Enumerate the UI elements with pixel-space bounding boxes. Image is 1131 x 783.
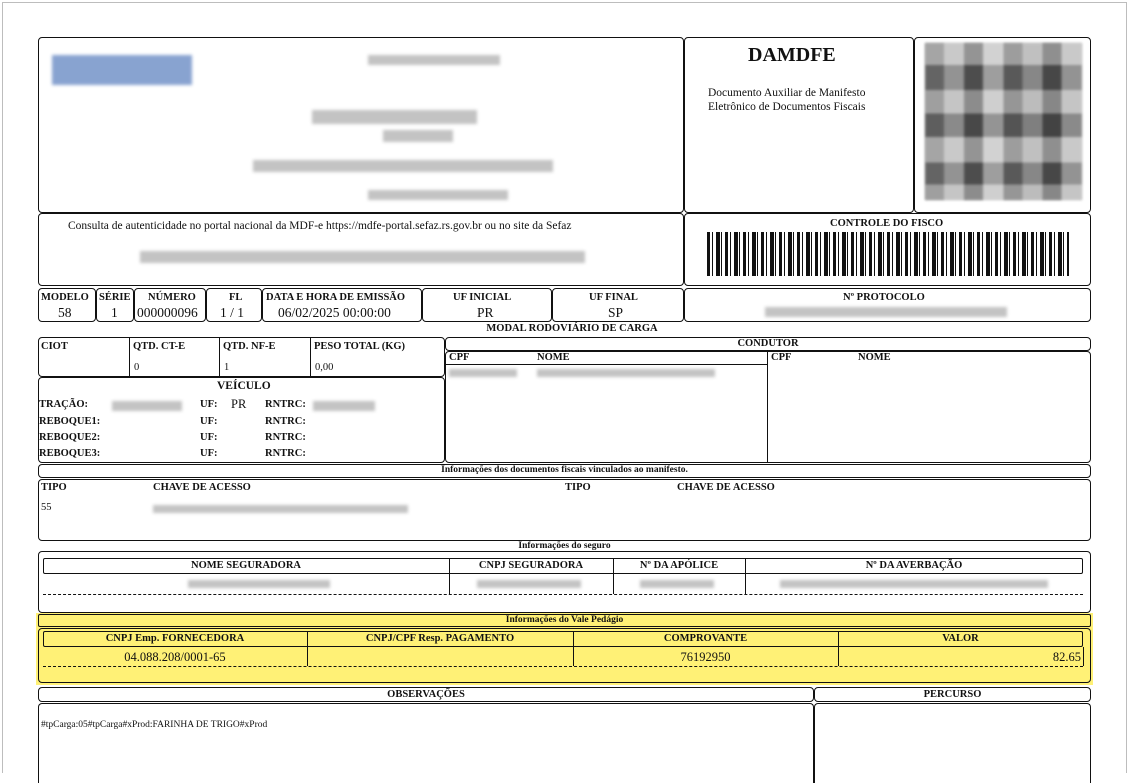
document-title: DAMDFE [748,44,836,66]
qtd-cte-value: 0 [134,362,140,373]
veiculo-title: VEÍCULO [217,380,271,392]
seguro-apolice-value [640,580,714,588]
reboque3-label: REBOQUE3: [39,448,101,459]
docs-chave-label-2: CHAVE DE ACESSO [677,482,775,493]
emissao-label: DATA E HORA DE EMISSÃO [266,292,406,303]
observacoes-text: #tpCarga:05#tpCarga#xProd:FARINHA DE TRIGO#xProd [41,720,268,730]
observacoes-title: OBSERVAÇÕES [387,689,465,700]
tracao-placa [112,401,182,411]
seguro-nome-label: NOME SEGURADORA [191,560,301,571]
pedagio-valor-value: 82.65 [1052,650,1081,664]
reboque3-rntrc-label: RNTRC: [265,448,306,459]
seguro-cnpj-value [477,580,581,588]
pedagio-title: Informações do Vale Pedágio [505,615,624,625]
emitter-logo [52,55,192,85]
condutor-divider [767,351,768,463]
tracao-label: TRAÇÃO: [39,399,88,410]
serie-value: 1 [111,305,118,320]
pedagio-fornecedora-label: CNPJ Emp. FORNECEDORA [105,633,245,644]
pedagio-resp-label: CNPJ/CPF Resp. PAGAMENTO [365,633,515,644]
condutor-nome-label: NOME [537,352,570,363]
pedagio-dashed-line [43,666,1083,667]
tracao-rntrc-label: RNTRC: [265,399,306,410]
condutor-box [445,351,1091,463]
barcode [707,232,1069,276]
ciot-label: CIOT [41,341,68,352]
totals-divider-1 [129,337,130,377]
emitter-line-2 [383,130,453,142]
pedagio-comprovante-label: COMPROVANTE [663,633,748,644]
uf-final-label: UF FINAL [589,292,638,303]
access-key [140,251,585,263]
uf-final-value: SP [608,305,624,320]
qtd-cte-label: QTD. CT-E [133,341,186,352]
reboque1-rntrc-label: RNTRC: [265,416,306,427]
modelo-value: 58 [58,305,72,320]
document-subtitle-1: Documento Auxiliar de Manifesto [708,87,866,99]
docs-title: Informações dos documentos fiscais vinculados ao manifesto. [441,465,688,475]
reboque3-uf-label: UF: [200,448,218,459]
fl-value: 1 / 1 [220,305,245,320]
condutor-cpf-label: CPF [449,352,470,363]
qtd-nfe-label: QTD. NF-E [223,341,276,352]
reboque2-label: REBOQUE2: [39,432,101,443]
seguro-averbacao-label: Nº DA AVERBAÇÃO [865,560,963,571]
pedagio-comprovante-value: 76192950 [680,650,731,664]
totals-divider-2 [219,337,220,377]
seguro-apolice-label: Nº DA APÓLICE [639,560,719,571]
reboque1-uf-label: UF: [200,416,218,427]
docs-tipo-value: 55 [41,502,52,513]
peso-label: PESO TOTAL (KG) [314,341,406,352]
controle-fisco-label: CONTROLE DO FISCO [830,218,944,229]
emissao-value: 06/02/2025 00:00:00 [278,305,391,320]
numero-value: 000000096 [137,305,198,320]
docs-chave-label: CHAVE DE ACESSO [153,482,251,493]
qr-code-overlay [925,43,1082,200]
uf-inicial-label: UF INICIAL [453,292,512,303]
emitter-line-4 [368,190,508,200]
emitter-line-3 [253,160,553,172]
percurso-box [814,703,1091,783]
tracao-uf-label: UF: [200,399,218,410]
totals-divider-3 [310,337,311,377]
observacoes-box [38,703,814,783]
percurso-title: PERCURSO [923,689,982,700]
consulta-text: Consulta de autenticidade no portal nacional da MDF-e https://mdfe-portal.sefaz.rs.gov.br ou no site da Sefaz [68,220,572,232]
tracao-rntrc-value [313,401,375,411]
modelo-label: MODELO [41,292,89,303]
condutor2-nome-label: NOME [858,352,891,363]
serie-label: SÉRIE [99,292,131,303]
docs-tipo-label-2: TIPO [565,482,591,493]
seguro-dashed-line [43,594,1083,595]
reboque1-label: REBOQUE1: [39,416,101,427]
condutor-cpf-value [449,369,517,377]
pedagio-col-4 [1083,647,1084,666]
pedagio-valor-label: VALOR [942,633,979,644]
fl-label: FL [229,292,243,303]
modal-title: MODAL RODOVIÁRIO DE CARGA [486,323,658,334]
condutor-nome-value [537,369,715,377]
protocolo-value [765,307,1007,317]
qtd-nfe-value: 1 [224,362,230,373]
seguro-nome-value [188,580,330,588]
docs-tipo-label: TIPO [41,482,67,493]
tracao-uf-value: PR [231,397,247,411]
emitter-line-1 [312,110,477,124]
protocolo-label: Nº PROTOCOLO [843,292,925,303]
pedagio-fornecedora-value: 04.088.208/0001-65 [124,650,226,664]
document-subtitle-2: Eletrônico de Documentos Fiscais [708,101,866,113]
reboque2-uf-label: UF: [200,432,218,443]
docs-chave-value [153,505,408,513]
uf-inicial-value: PR [477,305,494,320]
peso-value: 0,00 [315,362,334,373]
seguro-title: Informações do seguro [518,541,611,551]
numero-label: NÚMERO [148,292,196,303]
emitter-name [368,55,500,65]
condutor2-cpf-label: CPF [771,352,792,363]
seguro-cnpj-label: CNPJ SEGURADORA [478,560,584,571]
condutor-title: CONDUTOR [737,338,799,349]
seguro-averbacao-value [780,580,1048,588]
reboque2-rntrc-label: RNTRC: [265,432,306,443]
condutor-header-line [445,364,767,365]
